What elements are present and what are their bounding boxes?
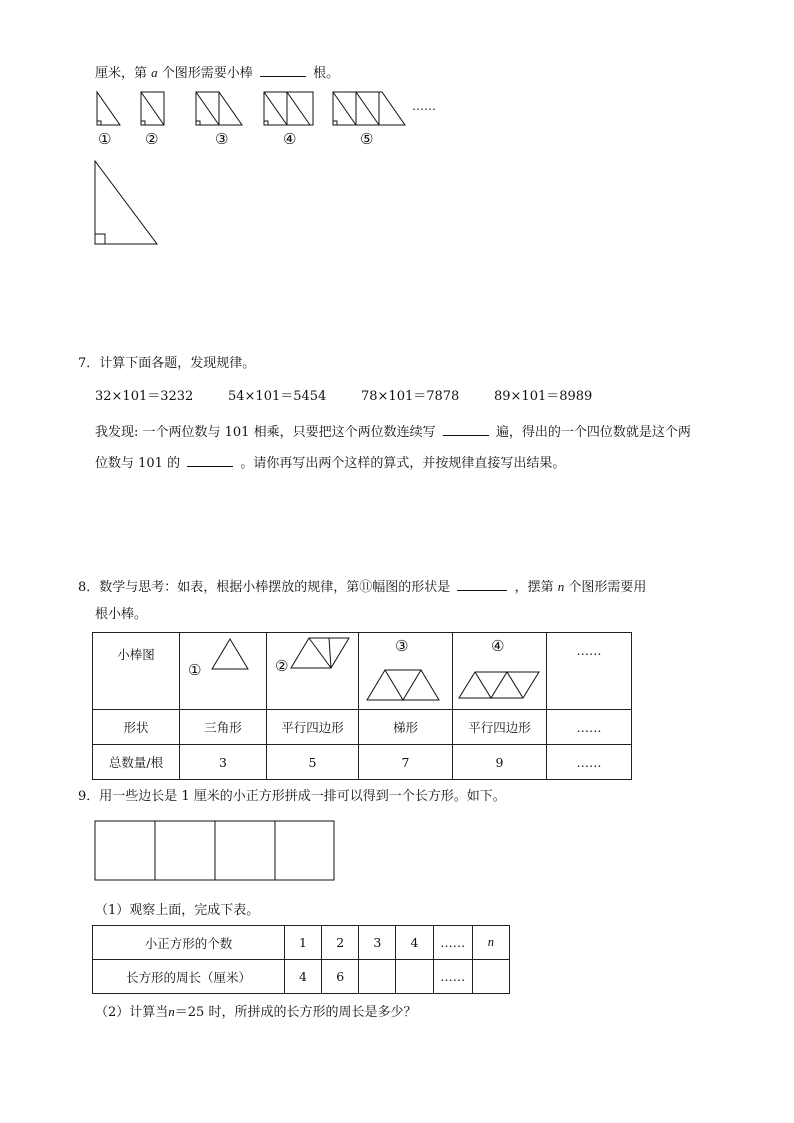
q8-count-1: 3 — [180, 745, 267, 780]
q9-row2-cell-2: 6 — [322, 960, 359, 994]
q8-row-header-figure — [93, 633, 180, 710]
q8-cell-figure-4 — [453, 633, 547, 710]
q9-row2-cell-n[interactable] — [472, 960, 509, 994]
q7-line2-pre: 位数与 101 的 — [95, 456, 181, 471]
q7-line2-post: 。请你再写出两个这样的算式，并按规律直接写出结果。 — [240, 456, 566, 471]
q8-title-post: 个图形需要用 — [568, 580, 647, 595]
q6-figure-3 — [196, 92, 242, 125]
q7-title: 7．计算下面各题，发现规律。 — [78, 356, 256, 371]
q6-label-5: ⑤ — [360, 130, 374, 148]
q8-cell-figure-3 — [359, 633, 453, 710]
q7-blank-1[interactable] — [443, 423, 489, 436]
q9-row2-cell-4[interactable] — [396, 960, 433, 994]
q9-part2-pre: （2）计算当 — [95, 1005, 169, 1020]
q6-figure-4 — [264, 92, 313, 125]
q9-part2 — [95, 1004, 416, 1021]
q8-cell-figure-1 — [180, 633, 267, 710]
q9-row1-cell-3: 3 — [359, 926, 396, 960]
q6-text-b: 个图形需要小棒 — [161, 66, 253, 81]
q9-title: 9．用一些边长是 1 厘米的小正方形拼成一排可以得到一个长方形。如下。 — [78, 789, 506, 804]
q7-line1-post: 遍，得出的一个四位数就是这个两 — [495, 425, 691, 440]
q9-row2-cell-3[interactable] — [359, 960, 396, 994]
q8-figure-parallelogram-2 — [459, 671, 549, 707]
q8-shape-4: 平行四边形 — [453, 710, 547, 745]
q7-equation-3: 78×101＝7878 — [361, 389, 460, 404]
q8-figure-ellipsis: …… — [576, 643, 602, 658]
q9-row2-cell-more: …… — [433, 960, 472, 994]
q7-discovery-line-1 — [95, 423, 691, 441]
q6-figure-sequence — [90, 88, 420, 128]
q8-count-more: …… — [547, 745, 632, 780]
q8-shape-3: 梯形 — [359, 710, 453, 745]
q8-row-header-count: 总数量/根 — [93, 745, 180, 780]
q9-part2-post: ＝25 时，所拼成的长方形的周长是多少？ — [174, 1005, 417, 1020]
q6-label-4: ④ — [283, 130, 297, 148]
q8-count-3: 7 — [359, 745, 453, 780]
q8-figure-parallelogram — [291, 637, 361, 673]
q7-line1-pre: 我发现: 一个两位数与 101 相乘，只要把这个两位数连续写 — [95, 425, 436, 440]
q8-shape-1: 三角形 — [180, 710, 267, 745]
q6-figure-1 — [97, 92, 120, 125]
q7-equation-4: 89×101＝8989 — [494, 389, 593, 404]
q8-title-mid: ，摆第 — [514, 580, 554, 595]
q8-count-2: 5 — [267, 745, 359, 780]
q6-text-c: 根。 — [313, 66, 340, 81]
q7-discovery-line-2 — [95, 454, 565, 472]
q9-row2-header: 长方形的周长（厘米） — [93, 960, 285, 994]
q6-label-1: ① — [98, 130, 112, 148]
q7-equation-2: 54×101＝5454 — [228, 389, 327, 404]
q8-fig-label-1: ① — [188, 661, 202, 679]
q8-row-header-shape: 形状 — [93, 710, 180, 745]
q6-label-3: ③ — [215, 130, 229, 148]
q8-shape-2: 平行四边形 — [267, 710, 359, 745]
q8-figure-trapezoid — [367, 669, 447, 705]
q6-big-triangle — [92, 158, 162, 248]
q8-fig-label-3: ③ — [395, 637, 409, 655]
q8-count-4: 9 — [453, 745, 547, 780]
q6-label-2: ② — [145, 130, 159, 148]
q6-figure-5 — [333, 92, 405, 125]
q8-figure-triangle — [212, 637, 252, 673]
q8-cell-figure-2 — [267, 633, 359, 710]
q8-row-header-figure-label: 小棒图 — [117, 647, 155, 662]
q9-squares-figure — [94, 820, 336, 882]
q7-equation-1: 32×101＝3232 — [95, 389, 194, 404]
q8-blank-shape[interactable] — [457, 578, 507, 591]
q8-title-line-2: 根小棒。 — [95, 607, 148, 622]
q6-ellipsis: …… — [412, 99, 436, 113]
q9-row2-cell-1: 4 — [284, 960, 321, 994]
q8-title — [78, 578, 646, 596]
q9-row1-cell-2: 2 — [322, 926, 359, 960]
q9-part2-var: n — [168, 1004, 175, 1019]
q9-row1-header: 小正方形的个数 — [93, 926, 285, 960]
q8-fig-label-4: ④ — [491, 637, 505, 655]
q6-var-a: a — [151, 65, 158, 80]
q9-part1: （1）观察上面，完成下表。 — [95, 903, 260, 918]
q8-cell-figure-more — [547, 633, 632, 710]
q8-title-pre: 8．数学与思考：如表，根据小棒摆放的规律，第⑪幅图的形状是 — [78, 580, 451, 595]
q6-text-line — [95, 64, 339, 82]
q7-blank-2[interactable] — [187, 454, 233, 467]
q6-figure-2 — [141, 92, 164, 125]
q8-fig-label-2: ② — [275, 657, 289, 675]
q9-row1-cell-n: n — [472, 926, 509, 960]
q8-var-n: n — [557, 579, 565, 594]
q9-row1-cell-4: 4 — [396, 926, 433, 960]
q6-answer-blank[interactable] — [260, 64, 306, 77]
q8-table — [92, 632, 632, 780]
q9-row1-cell-more: …… — [433, 926, 472, 960]
q9-row1-cell-1: 1 — [284, 926, 321, 960]
q6-text-a: 厘米，第 — [95, 66, 148, 81]
q9-table — [92, 925, 510, 994]
q8-shape-more: …… — [547, 710, 632, 745]
